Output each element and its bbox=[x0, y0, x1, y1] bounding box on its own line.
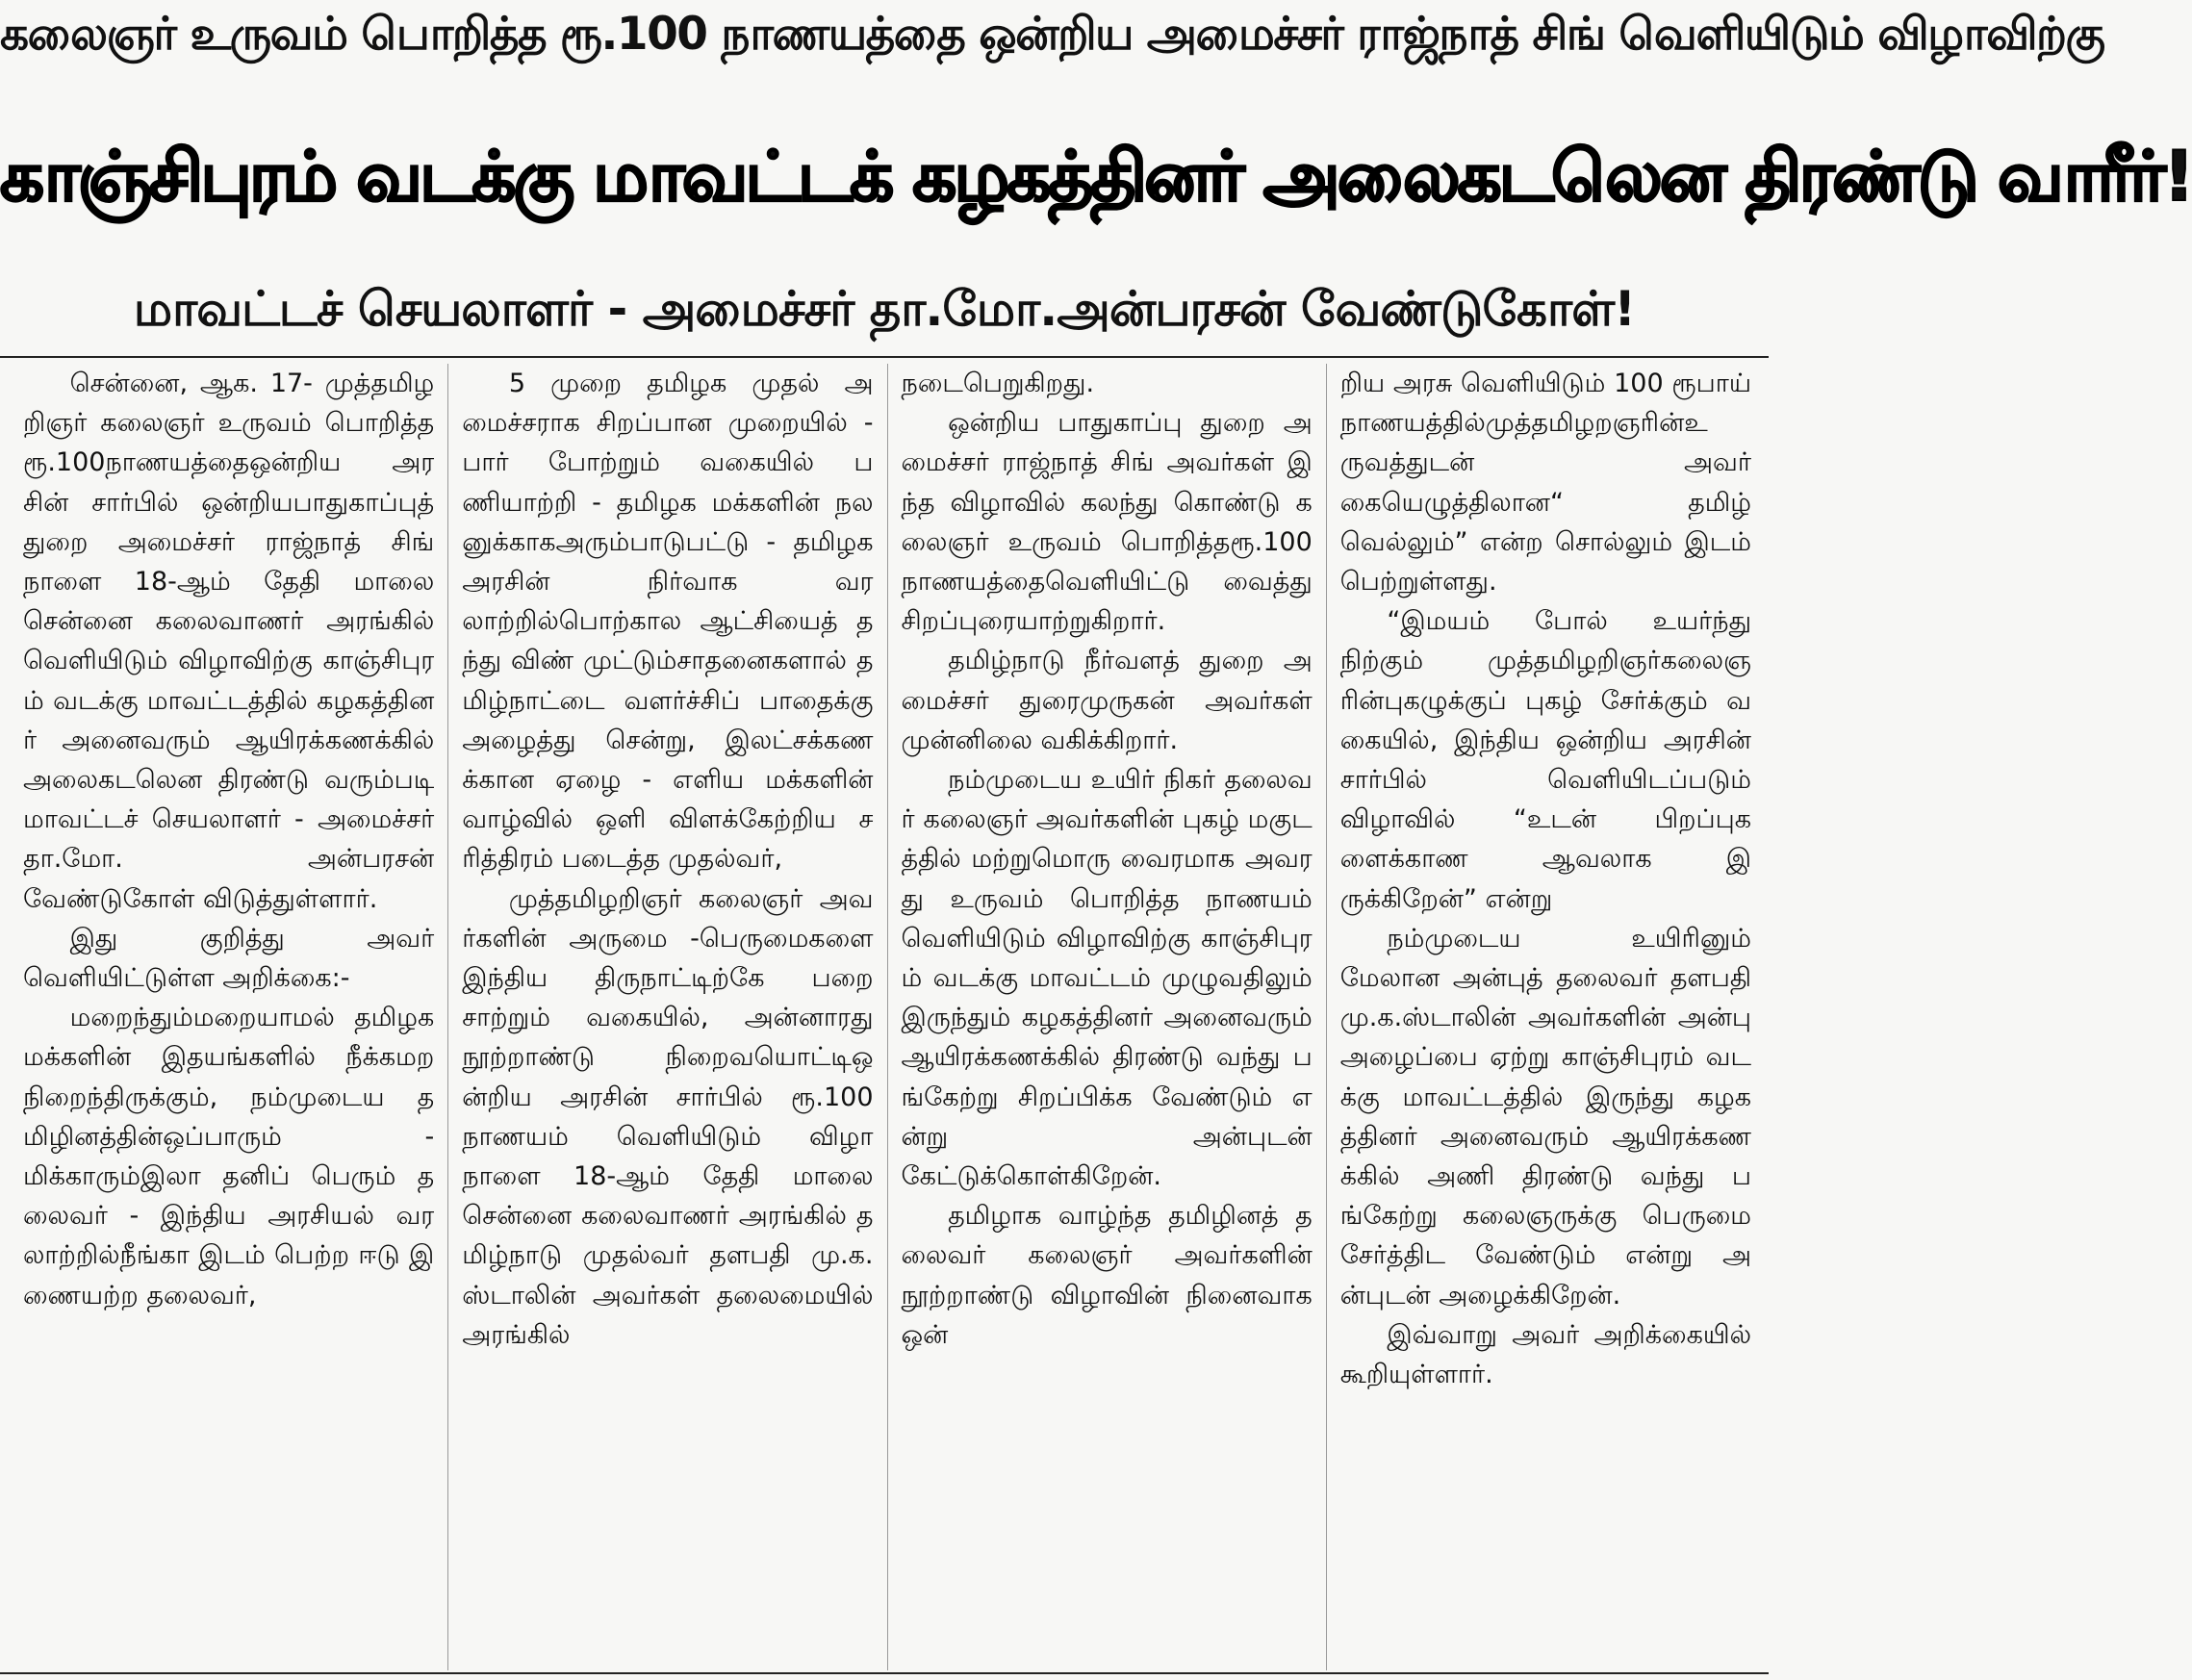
column-3-paragraph-4: நம்முடைய உயிர் நிகர் தலைவர் கலைஞர் அவர்களின் புகழ் மகுடத்தில் மற்றுமொரு வைரமாக அவரது உருவம் பொறித்த நாணயம் வெளியிடும் விழாவிற்கு காஞ்சிபுரம் வடக்கு மாவட்டம் முழுவதிலும் இருந்தும் கழகத்தினர் அனைவரும் ஆயிரக்கணக்கில் திரண்டு வந்து பங்கேற்று சிறப்பிக்க வேண்டும் என்று அன்புடன் கேட்டுக்கொள்கிறேன். bbox=[901, 765, 1313, 1192]
column-3-paragraph-1: நடைபெறுகிறது. bbox=[901, 369, 1095, 398]
article-body bbox=[10, 364, 1765, 1670]
column-1-paragraph-3: மறைந்தும்மறையாமல் தமிழக மக்களின் இதயங்களில் நீக்கமற நிறைந்திருக்கும், நம்முடைய தமிழினத்தின்ஒப்பாரும் - மிக்காரும்இலா தனிப் பெரும் தலைவர் - இந்திய அரசியல் வரலாற்றில்நீங்கா இடம் பெற்ற ஈடு இணையற்ற தலைவர், bbox=[23, 1003, 435, 1311]
bottom-divider bbox=[0, 1672, 1769, 1674]
column-2 bbox=[447, 364, 886, 1670]
column-1-paragraph-1: சென்னை, ஆக. 17- முத்தமிழறிஞர் கலைஞர் உருவம் பொறித்த ரூ.100நாணயத்தைஒன்றிய அரசின் சார்பில் ஒன்றியபாதுகாப்புத் துறை அமைச்சர் ராஜ்நாத் சிங் நாளை 18-ஆம் தேதி மாலை சென்னை கலைவாணர் அரங்கில் வெளியிடும் விழாவிற்கு காஞ்சிபுரம் வடக்கு மாவட்டத்தில் கழகத்தினர் அனைவரும் ஆயிரக்கணக்கில் அலைகடலென திரண்டு வரும்படி மாவட்டச் செயலாளர் - அமைச்சர் தா.மோ. அன்பரசன் வேண்டுகோள் விடுத்துள்ளார். bbox=[23, 369, 435, 914]
column-3 bbox=[887, 364, 1326, 1670]
column-3-paragraph-2: ஒன்றிய பாதுகாப்பு துறை அமைச்சர் ராஜ்நாத் சிங் அவர்கள் இந்த விழாவில் கலந்து கொண்டு கலைஞர் உருவம் பொறித்தரூ.100நாணயத்தைவெளியிட்டு வைத்து சிறப்புரையாற்றுகிறார். bbox=[901, 408, 1313, 637]
column-4-paragraph-4: இவ்வாறு அவர் அறிக்கையில் கூறியுள்ளார். bbox=[1339, 1319, 1751, 1390]
top-divider bbox=[0, 356, 1769, 358]
subheadline: மாவட்டச் செயலாளர் - அமைச்சர் தா.மோ.அன்பரசன் வேண்டுகோள்! bbox=[133, 281, 1636, 337]
column-4-paragraph-3: நம்முடைய உயிரினும் மேலான அன்புத் தலைவர் தளபதி மு.க.ஸ்டாலின் அவர்களின் அன்பு அழைப்பை ஏற்று காஞ்சிபுரம் வடக்கு மாவட்டத்தில் இருந்து கழகத்தினர் அனைவரும் ஆயிரக்கணக்கில் அணி திரண்டு வந்து பங்கேற்று கலைஞருக்கு பெருமை சேர்த்திட வேண்டும் என்று அன்புடன் அழைக்கிறேன். bbox=[1339, 923, 1751, 1311]
column-2-paragraph-2: முத்தமிழறிஞர் கலைஞர் அவர்களின் அருமை -பெருமைகளை இந்திய திருநாட்டிற்கே பறை சாற்றும் வகையில், அன்னாரது நூற்றாண்டு நிறைவயொட்டிஒன்றிய அரசின் சார்பில் ரூ.100 நாணயம் வெளியிடும் விழா நாளை 18-ஆம் தேதி மாலை சென்னை கலைவாணர் அரங்கில் தமிழ்நாடு முதல்வர் தளபதி மு.க.ஸ்டாலின் அவர்கள் தலைமையில் அரங்கில் bbox=[462, 883, 874, 1350]
column-2-paragraph-1: 5 முறை தமிழக முதல் அமைச்சராக சிறப்பான முறையில் - பார் போற்றும் வகையில் பணியாற்றி - தமிழக மக்களின் நலனுக்காகஅரும்பாடுபட்டு - தமிழக அரசின் நிர்வாக வரலாற்றில்பொற்கால ஆட்சியைத் தந்து விண் முட்டும்சாதனைகளால் தமிழ்நாட்டை வளர்ச்சிப் பாதைக்கு அழைத்து சென்று, இலட்சக்கணக்கான ஏழை - எளிய மக்களின் வாழ்வில் ஒளி விளக்கேற்றிய சரித்திரம் படைத்த முதல்வர், bbox=[462, 369, 874, 875]
kicker-line: கலைஞர் உருவம் பொறித்த ரூ.100 நாணயத்தை ஒன்றிய அமைச்சர் ராஜ்நாத் சிங் வெளியிடும் விழாவிற்கு bbox=[0, 8, 2104, 61]
column-1 bbox=[10, 364, 447, 1670]
column-4-paragraph-2: “இமயம் போல் உயர்ந்து நிற்கும் முத்தமிழறிஞர்கலைஞரின்புகழுக்குப் புகழ் சேர்க்கும் வகையில், இந்திய ஒன்றிய அரசின் சார்பில் வெளியிடப்படும் விழாவில் “உடன் பிறப்புகளைக்காண ஆவலாக இருக்கிறேன்” என்று bbox=[1339, 606, 1751, 914]
column-4-paragraph-1: றிய அரசு வெளியிடும் 100 ரூபாய் நாணயத்தில்முத்தமிழறஞரின்உருவத்துடன் அவர் கையெழுத்திலான“ தமிழ் வெல்லும்” என்ற சொல்லும் இடம் பெற்றுள்ளது. bbox=[1339, 369, 1751, 598]
column-3-paragraph-3: தமிழ்நாடு நீர்வளத் துறை அமைச்சர் துரைமுருகன் அவர்கள் முன்னிலை வகிக்கிறார். bbox=[901, 646, 1313, 755]
column-4 bbox=[1326, 364, 1765, 1670]
headline: காஞ்சிபுரம் வடக்கு மாவட்டக் கழகத்தினர் அலைகடலென திரண்டு வாரீர்! bbox=[0, 136, 2192, 216]
column-3-paragraph-5: தமிழாக வாழ்ந்த தமிழினத் தலைவர் கலைஞர் அவர்களின் நூற்றாண்டு விழாவின் நினைவாக ஒன் bbox=[901, 1201, 1313, 1350]
column-1-paragraph-2: இது குறித்து அவர் வெளியிட்டுள்ள அறிக்கை:- bbox=[23, 923, 435, 994]
